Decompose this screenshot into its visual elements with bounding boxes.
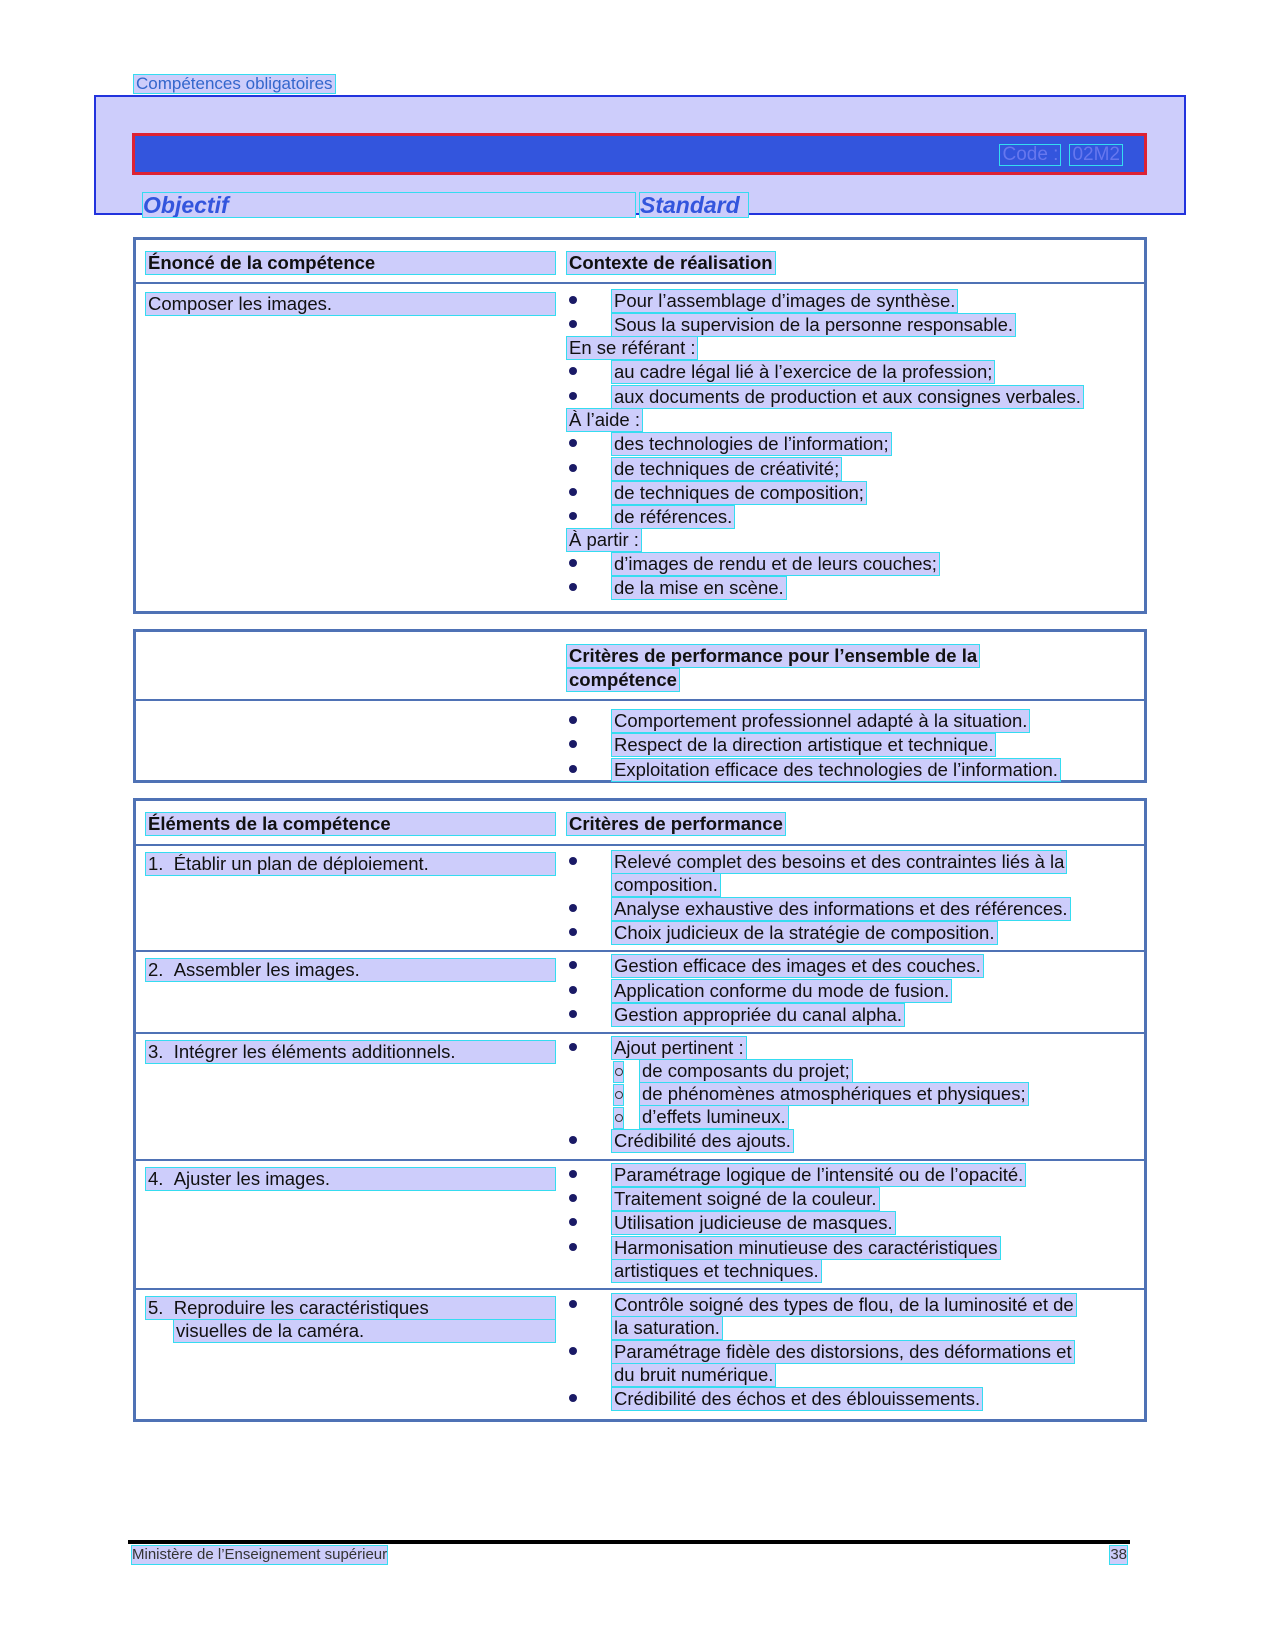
element-row-5 [146,1297,555,1319]
criterion: Relevé complet des besoins et des contraintes liés à la [614,851,1065,872]
context-subheading: À l’aide : [569,409,640,430]
element-number: 3. [148,1041,164,1062]
context-item: Sous la supervision de la personne responsable. [614,314,1014,335]
element-number: 4. [148,1168,164,1189]
bullet-icon [569,583,577,591]
bullet-icon [569,512,577,520]
sub-criterion: de composants du projet; [642,1060,850,1081]
context-item: de techniques de créativité; [614,458,840,479]
element-number: 5. [148,1297,164,1318]
context-item: Pour l’assemblage d’images de synthèse. [614,290,956,311]
bullet-icon [569,296,577,304]
context-subheading: En se référant : [569,337,696,358]
divider [136,1159,1144,1161]
overall-criteria-table [133,629,1147,783]
criterion: Crédibilité des ajouts. [614,1130,791,1151]
bullet-icon [569,367,577,375]
element-text: Établir un plan de déploiement. [173,853,429,874]
element-row-2 [146,959,555,981]
footer-rule [128,1540,1130,1544]
sub-criterion: d’effets lumineux. [642,1106,786,1127]
context-item: au cadre légal lié à l’exercice de la profession; [614,361,993,382]
bullet-icon [569,1347,577,1355]
bullet-icon [569,986,577,994]
context-item: des technologies de l’information; [614,433,889,454]
bullet-icon [569,904,577,912]
criterion-continued: la saturation. [614,1317,720,1338]
bullet-icon [569,1043,577,1051]
element-row-3 [146,1041,555,1063]
criterion: Ajout pertinent : [614,1037,744,1058]
divider [136,950,1144,952]
bullet-icon [569,1243,577,1251]
elements-heading: Éléments de la compétence [146,813,555,835]
code-value: 02M2 [1072,144,1120,165]
element-text-continued: visuelles de la caméra. [174,1320,555,1342]
bullet-icon [569,1218,577,1226]
criterion: Choix judicieux de la stratégie de composition. [614,922,995,943]
bullet-icon [569,716,577,724]
bullet-icon [569,392,577,400]
competency-statement: Composer les images. [146,293,555,315]
criterion-continued: composition. [614,874,718,895]
element-row-1 [146,853,555,875]
standard-label: Standard [640,193,748,217]
criterion: Analyse exhaustive des informations et des références. [614,898,1068,919]
context-item: de techniques de composition; [614,482,864,503]
statement-table [133,237,1147,614]
page-number: 38 [1110,1546,1127,1563]
bullet-icon [569,1194,577,1202]
divider [136,699,1144,701]
bullet-icon [569,961,577,969]
criterion: Traitement soigné de la couleur. [614,1188,877,1209]
context-item: de références. [614,506,733,527]
bullet-icon [569,1010,577,1018]
bullet-icon [569,740,577,748]
bullet-icon [569,464,577,472]
context-subheading: À partir : [569,529,639,550]
criterion: Application conforme du mode de fusion. [614,980,950,1001]
bullet-icon [569,320,577,328]
overall-heading-line1: Critères de performance pour l’ensemble de la [569,645,978,666]
criterion: Paramétrage fidèle des distorsions, des déformations et [614,1341,1072,1362]
context-item: aux documents de production et aux consignes verbales. [614,386,1081,407]
code-field [1000,145,1122,165]
overall-heading-line2: compétence [569,669,677,690]
context-item: de la mise en scène. [614,577,784,598]
code-label: Code : [1002,144,1059,165]
statement-heading: Énoncé de la compétence [146,252,555,274]
section-label: Compétences obligatoires [136,74,333,93]
objective-label: Objectif [143,193,635,217]
bullet-icon [569,928,577,936]
element-text: Reproduire les caractéristiques [173,1297,429,1318]
bullet-icon [569,1394,577,1402]
code-bar [132,133,1147,175]
bullet-icon [569,439,577,447]
overall-criterion: Exploitation efficace des technologies de l’information. [614,759,1058,780]
criterion: Contrôle soigné des types de flou, de la luminosité et de [614,1294,1074,1315]
bullet-icon [569,765,577,773]
criterion: Gestion appropriée du canal alpha. [614,1004,902,1025]
divider [136,282,1144,284]
criterion-continued: artistiques et techniques. [614,1260,819,1281]
criterion: Gestion efficace des images et des couches. [614,955,981,976]
bullet-icon [569,1136,577,1144]
bullet-icon [569,857,577,865]
criteria-heading: Critères de performance [569,813,783,834]
bullet-icon [569,559,577,567]
overall-criterion: Respect de la direction artistique et technique. [614,734,994,755]
element-number: 2. [148,959,164,980]
divider [136,1032,1144,1034]
elements-table [133,798,1147,1422]
criterion: Crédibilité des échos et des éblouissements. [614,1388,981,1409]
bullet-icon [569,1170,577,1178]
element-text: Assembler les images. [173,959,360,980]
divider [136,1288,1144,1290]
overall-criterion: Comportement professionnel adapté à la situation. [614,710,1028,731]
criterion: Harmonisation minutieuse des caractéristiques [614,1237,998,1258]
criterion: Utilisation judicieuse de masques. [614,1212,893,1233]
sub-bullet-icon [614,1085,623,1105]
bullet-icon [569,488,577,496]
footer-ministry: Ministère de l’Enseignement supérieur [132,1546,388,1563]
sub-bullet-icon [614,1108,623,1128]
sub-criterion: de phénomènes atmosphériques et physiques; [642,1083,1026,1104]
element-text: Intégrer les éléments additionnels. [173,1041,456,1062]
criterion-continued: du bruit numérique. [614,1364,774,1385]
bullet-icon [569,1300,577,1308]
context-item: d’images de rendu et de leurs couches; [614,553,937,574]
element-number: 1. [148,853,164,874]
sub-bullet-icon [614,1062,623,1082]
element-text: Ajuster les images. [173,1168,331,1189]
context-heading: Contexte de réalisation [569,252,773,273]
element-row-4 [146,1168,555,1190]
criterion: Paramétrage logique de l’intensité ou de l’opacité. [614,1164,1024,1185]
divider [136,844,1144,846]
